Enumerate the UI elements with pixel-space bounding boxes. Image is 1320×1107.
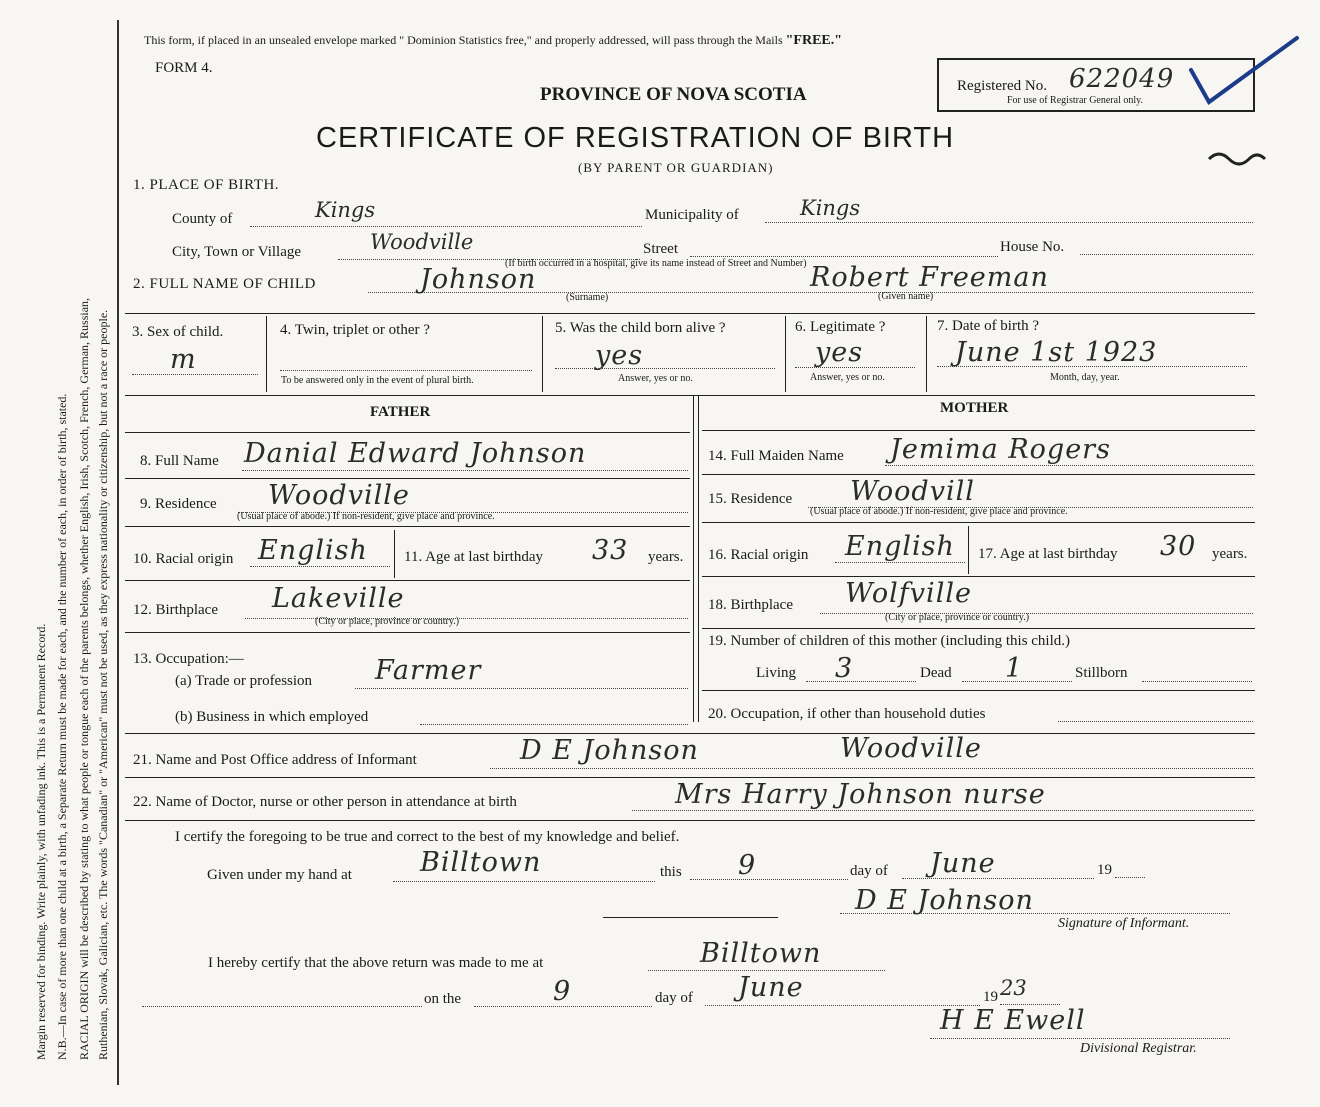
registrar-day-value: 9	[553, 976, 572, 1007]
children-count-label: 19. Number of children of this mother (including this child.)	[708, 633, 1071, 649]
father-age-value: 33	[592, 535, 629, 566]
trade-label: (a) Trade or profession	[175, 673, 313, 689]
dead-value: 1	[1005, 653, 1024, 684]
father-occupation-label: 13. Occupation:—	[133, 651, 244, 667]
father-heading: FATHER	[370, 404, 431, 420]
margin-note-multiple-births: N.B.—In case of more than one child at a birth, a Separate Return must be made for each, and the number of each, in order of birth, stated.	[55, 393, 69, 1060]
mother-residence-value: Woodvill	[850, 476, 975, 507]
place-of-birth-heading: 1. PLACE OF BIRTH.	[133, 177, 280, 193]
legitimate-label: 6. Legitimate ?	[795, 319, 886, 335]
row3-top-rule	[125, 313, 1255, 314]
cert-day-value: 9	[738, 850, 757, 881]
father-racial-origin-label: 10. Racial origin	[133, 551, 234, 567]
father-birthplace-note: (City or place, province or country.)	[315, 616, 460, 627]
living-label: Living	[756, 665, 796, 681]
certify-statement: I certify the foregoing to be true and correct to the best of my knowledge and belief.	[175, 829, 680, 845]
margin-note-racial-origin: RACIAL ORIGIN will be described by stating to what people or tongue each of the parents belongs, whether English, Irish, Scotch, French, German, Russian,	[77, 297, 91, 1060]
registrar-caption: Divisional Registrar.	[1080, 1041, 1197, 1056]
mother-heading: MOTHER	[940, 400, 1009, 416]
surname-caption: (Surname)	[566, 292, 609, 303]
born-alive-label: 5. Was the child born alive ?	[555, 320, 726, 336]
registrar-place-value: Billtown	[700, 938, 822, 969]
given-name-caption: (Given name)	[878, 291, 934, 302]
parents-divider	[693, 396, 694, 722]
municipality-label: Municipality of	[645, 207, 739, 223]
father-residence-note: (Usual place of abode.) If non-resident, give place and province.	[237, 511, 495, 522]
dob-value: June 1st 1923	[955, 337, 1158, 368]
father-name-label: 8. Full Name	[140, 453, 219, 469]
mother-racial-origin-label: 16. Racial origin	[708, 547, 809, 563]
hospital-note: (If birth occurred in a hospital, give its name instead of Street and Number)	[505, 258, 807, 269]
father-birthplace-label: 12. Birthplace	[133, 602, 218, 618]
signature-caption: Signature of Informant.	[1058, 916, 1190, 931]
province-heading: PROVINCE OF NOVA SCOTIA	[540, 84, 807, 105]
street-label: Street	[643, 241, 678, 257]
doctor-value: Mrs Harry Johnson nurse	[675, 779, 1046, 810]
mail-note: This form, if placed in an unsealed envelope marked " Dominion Statistics free," and properly addressed, will pass through the Mails "FREE."	[144, 33, 843, 48]
child-surname-value: Johnson	[420, 264, 537, 295]
father-residence-value: Woodville	[268, 480, 410, 511]
this-label: this	[660, 864, 682, 880]
cert-month-value: June	[930, 848, 996, 879]
mother-name-value: Jemima Rogers	[890, 434, 1111, 465]
binding-rule	[117, 20, 119, 1085]
registrar-on-the-label: on the	[424, 991, 462, 1007]
mother-residence-label: 15. Residence	[708, 491, 793, 507]
cert-year-prefix: 19	[1097, 862, 1112, 878]
municipality-value: Kings	[800, 196, 861, 220]
informant-label: 21. Name and Post Office address of Informant	[133, 752, 417, 768]
house-number-label: House No.	[1000, 239, 1065, 255]
dob-label: 7. Date of birth ?	[937, 318, 1040, 334]
row3-bottom-rule	[125, 395, 1255, 396]
born-alive-value: yes	[595, 340, 644, 371]
margin-note-racial-origin-cont: Ruthenian, Slovak, Galician, etc. The words "Canadian" or "American" must not be used, as they express nationality or citizenship, but not a race or people.	[96, 309, 110, 1060]
checkmark-icon	[1185, 30, 1305, 110]
city-label: City, Town or Village	[172, 244, 302, 260]
form-number: FORM 4.	[155, 60, 213, 76]
registrar-year-suffix: 23	[1000, 976, 1027, 1000]
mother-age-unit: years.	[1212, 546, 1248, 562]
mother-age-value: 30	[1160, 531, 1197, 562]
mother-birthplace-value: Wolfville	[845, 578, 972, 609]
born-alive-note: Answer, yes or no.	[618, 373, 693, 384]
certificate-subtitle: (BY PARENT OR GUARDIAN)	[578, 160, 774, 175]
father-racial-origin-value: English	[258, 535, 368, 566]
father-name-value: Danial Edward Johnson	[244, 438, 587, 469]
mother-birthplace-label: 18. Birthplace	[708, 597, 793, 613]
city-value: Woodville	[370, 230, 474, 254]
dead-label: Dead	[920, 665, 952, 681]
child-name-label: 2. FULL NAME OF CHILD	[133, 276, 316, 292]
county-value: Kings	[315, 198, 376, 222]
mother-birthplace-note: (City or place, province or country.)	[885, 612, 1030, 623]
twin-note: To be answered only in the event of plural birth.	[281, 375, 474, 386]
informant-name-value: D E Johnson	[520, 735, 699, 766]
given-place-value: Billtown	[420, 847, 542, 878]
twin-label: 4. Twin, triplet or other ?	[280, 322, 430, 338]
mother-age-label: 17. Age at last birthday	[978, 546, 1118, 562]
given-under-hand-label: Given under my hand at	[207, 867, 352, 883]
father-age-label: 11. Age at last birthday	[404, 549, 543, 565]
mother-residence-note: (Usual place of abode.) If non-resident, give place and province.	[810, 506, 1068, 517]
certificate-title: CERTIFICATE OF REGISTRATION OF BIRTH	[316, 122, 955, 154]
registrar-use-note: For use of Registrar General only.	[1007, 95, 1143, 106]
registered-number: 622049	[1069, 64, 1175, 94]
margin-note-binding: Margin reserved for binding. Write plainly, with unfading ink. This is a Permanent Record.	[34, 623, 48, 1060]
legitimate-value: yes	[815, 337, 864, 368]
father-age-unit: years.	[648, 549, 684, 565]
informant-signature: D E Johnson	[855, 885, 1034, 916]
child-given-name-value: Robert Freeman	[810, 262, 1049, 293]
father-birthplace-value: Lakeville	[272, 583, 405, 614]
living-value: 3	[835, 653, 854, 684]
registrar-signature: H E Ewell	[940, 1005, 1086, 1036]
mother-occupation-label: 20. Occupation, if other than household duties	[708, 706, 986, 722]
registered-label: Registered No.	[957, 78, 1047, 94]
county-label: County of	[172, 211, 233, 227]
dob-note: Month, day, year.	[1050, 372, 1120, 383]
legitimate-note: Answer, yes or no.	[810, 372, 885, 383]
registrar-month-value: June	[738, 972, 804, 1003]
registrar-year-prefix: 19	[983, 989, 998, 1005]
trade-value: Farmer	[375, 655, 482, 686]
sex-label: 3. Sex of child.	[132, 324, 224, 340]
registrar-day-of-label: day of	[655, 990, 693, 1006]
registrar-statement: I hereby certify that the above return was made to me at	[208, 955, 544, 971]
business-label: (b) Business in which employed	[175, 709, 369, 725]
stamp-scribble-icon	[1205, 145, 1270, 170]
informant-address-value: Woodville	[840, 733, 982, 764]
cert-day-of-label: day of	[850, 863, 888, 879]
doctor-label: 22. Name of Doctor, nurse or other person in attendance at birth	[133, 794, 517, 810]
father-residence-label: 9. Residence	[140, 496, 217, 512]
mother-name-label: 14. Full Maiden Name	[708, 448, 844, 464]
stillborn-label: Stillborn	[1075, 665, 1128, 681]
mother-racial-origin-value: English	[845, 531, 955, 562]
sex-value: m	[170, 344, 197, 375]
